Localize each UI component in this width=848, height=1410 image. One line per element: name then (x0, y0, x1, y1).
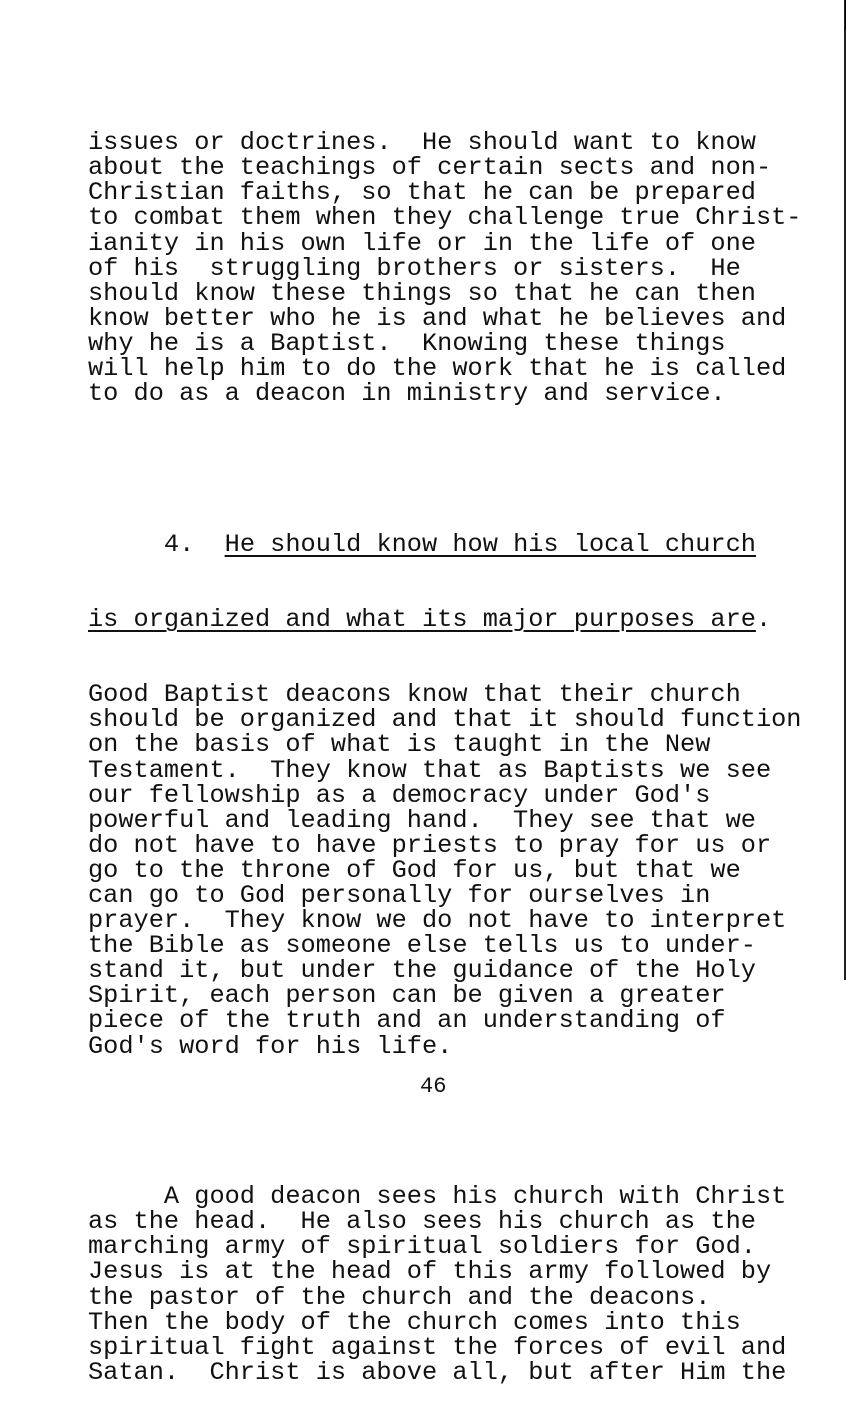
paragraph-3 (88, 1184, 802, 1385)
text-line: God's word for his life. (88, 1031, 453, 1061)
text-line: about the teachings of certain sects and non- (88, 153, 772, 183)
text-line: go to the throne of God for us, but that we (88, 855, 741, 885)
heading-period: . (755, 604, 772, 634)
text-line: the pastor of the church and the deacons. (88, 1282, 711, 1312)
text-line: stand it, but under the guidance of the Holy (88, 956, 756, 986)
text-line: ianity in his own life or in the life of one (88, 228, 756, 258)
scan-edge (844, 0, 846, 980)
text-line: should know these things so that he can then (88, 278, 756, 308)
text-line: do not have to have priests to pray for us or (88, 830, 772, 860)
text-line: on the basis of what is taught in the New (88, 730, 711, 760)
page-body (88, 80, 802, 1410)
text-line: should be organized and that it should function (88, 705, 802, 735)
text-line: why he is a Baptist. Knowing these things (88, 328, 726, 358)
paragraph-2 (88, 680, 802, 1061)
blank-line (88, 1109, 802, 1134)
text-line: issues or doctrines. He should want to know (88, 128, 756, 158)
heading-line-1 (88, 529, 802, 559)
heading-text-1: He should know how his local church (224, 529, 756, 559)
text-line: prayer. They know we do not have to interpret (88, 906, 787, 936)
text-line: know better who he is and what he believes and (88, 303, 787, 333)
text-line: Christian faiths, so that he can be prepared (88, 178, 756, 208)
heading-line-2 (88, 604, 802, 634)
text-line: piece of the truth and an understanding of (88, 1006, 726, 1036)
text-line: of his struggling brothers or sisters. He (88, 253, 741, 283)
page-number: 46 (420, 1074, 447, 1099)
text-line: as the head. He also sees his church as the (88, 1207, 756, 1237)
text-line: Jesus is at the head of this army followed by (88, 1257, 772, 1287)
text-line: Good Baptist deacons know that their church (88, 680, 741, 710)
text-line: to do as a deacon in ministry and service. (88, 379, 726, 409)
text-line: Then the body of the church comes into this (88, 1307, 741, 1337)
text-line: the Bible as someone else tells us to under- (88, 931, 756, 961)
text-line: to combat them when they challenge true Christ- (88, 203, 802, 233)
text-line: marching army of spiritual soldiers for God. (88, 1232, 756, 1262)
blank-line (88, 456, 802, 481)
text-line: will help him to do the work that he is called (88, 354, 787, 384)
text-line: Spirit, each person can be given a greater (88, 981, 726, 1011)
heading-number: 4. (88, 529, 225, 559)
text-line: powerful and leading hand. They see that we (88, 805, 756, 835)
text-line: Satan. Christ is above all, but after Him the (88, 1357, 787, 1387)
text-line: Testament. They know that as Baptists we see (88, 755, 772, 785)
text-line: can go to God personally for ourselves in (88, 881, 711, 910)
heading-text-2: is organized and what its major purposes are (88, 604, 756, 634)
text-line: our fellowship as a democracy under God's (88, 780, 711, 810)
paragraph-1 (88, 128, 802, 409)
text-line: spiritual fight against the forces of evil and (88, 1332, 787, 1362)
text-line: A good deacon sees his church with Christ (88, 1182, 787, 1212)
scan-edge-top (845, 0, 846, 30)
